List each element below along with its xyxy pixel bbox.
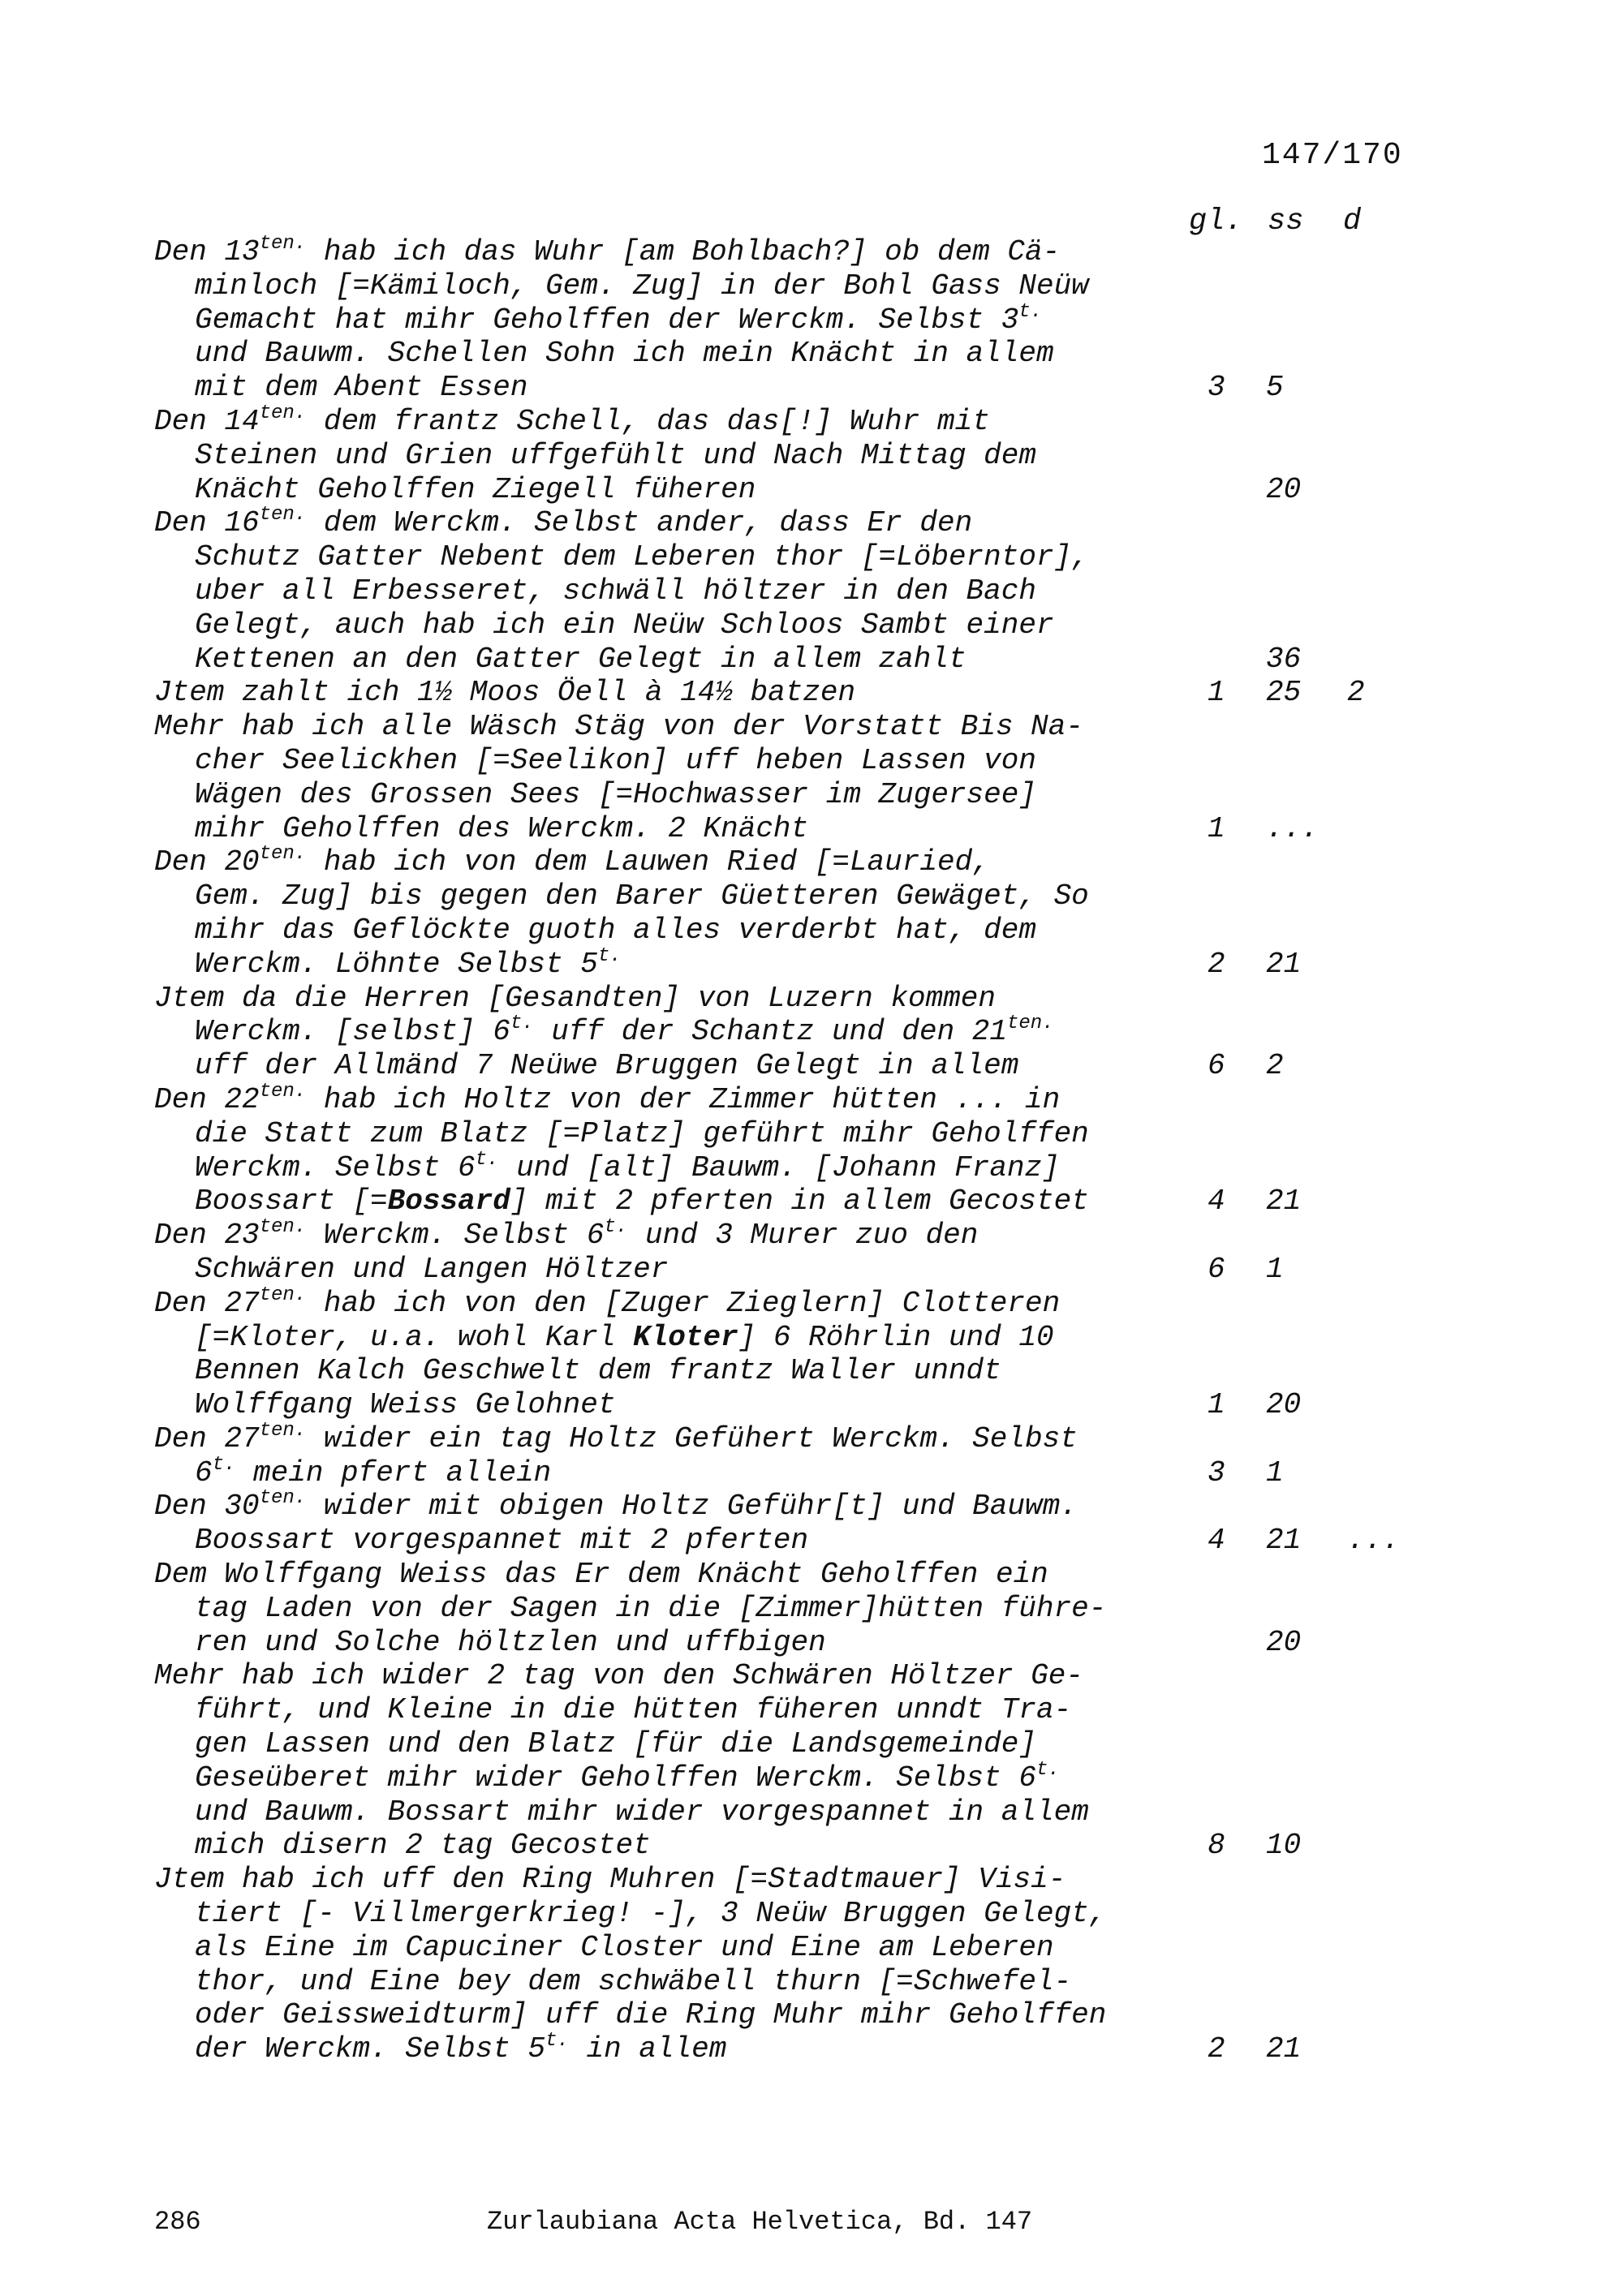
amount-ss: 21 [1266, 2032, 1302, 2066]
ledger-line-text: Den $27^{ten.}$ wider ein tag Holtz Gefühert Werckm. Selbst [154, 1419, 1078, 1455]
amount-ss: 21 [1266, 1524, 1302, 1558]
ledger-line [154, 1049, 1420, 1083]
ledger-line [154, 1863, 1420, 1897]
ledger-line [154, 1795, 1420, 1829]
ledger-line-text: uber all Erbesseret, schwäll höltzer in den Bach [195, 574, 1036, 608]
column-header-ss: ss [1268, 204, 1304, 239]
ledger-line-text: Wolffgang Weiss Gelohnet [195, 1388, 616, 1422]
ledger-line-text: Werckm. Löhnte Selbst $5^{t.}$ [195, 944, 622, 981]
amount-ss: 2 [1266, 1049, 1284, 1083]
ledger-line-text: Dem Wolffgang Weiss das Er dem Knächt Geholffen ein [154, 1558, 1048, 1592]
amount-ss: 20 [1266, 1625, 1302, 1659]
ledger-line [154, 1015, 1420, 1049]
column-header-gl: gl. [1189, 204, 1243, 239]
amount-gl: 3 [1208, 1455, 1225, 1490]
ledger-line-text: Werckm. [selbst] $6^{t.}$ uff der Schantz und den $21^{ten.}$ [195, 1013, 1054, 1049]
ledger-line [154, 944, 1420, 982]
ledger-line [154, 1253, 1420, 1287]
ledger-line-text: Mehr hab ich wider 2 tag von den Schwären Höltzer Ge- [154, 1659, 1083, 1693]
ledger-line-text: Gemacht hat mihr Geholffen der Werckm. Selbst $3^{t.}$ [195, 300, 1043, 337]
ledger-line [154, 1117, 1420, 1151]
ledger-line [154, 1321, 1420, 1355]
ledger-line [154, 982, 1420, 1016]
ledger-line [154, 473, 1420, 507]
ledger-line [154, 1931, 1420, 1965]
ledger-line-text: cher Seelickhen [=Seelikon] uff heben Lassen von [195, 743, 1036, 777]
amount-ss: 21 [1266, 947, 1302, 981]
footer-title: Zurlaubiana Acta Helvetica, Bd. 147 [487, 2207, 1033, 2237]
ledger-line-text: Jtem da die Herren [Gesandten] von Luzern kommen [154, 981, 996, 1015]
ledger-line [154, 1487, 1420, 1524]
ledger-line-text: thor, und Eine bey dem schwäbell thurn [=Schwefel- [195, 1964, 1072, 1998]
ledger-line [154, 1453, 1420, 1490]
ledger-line [154, 1659, 1420, 1693]
ledger-line-text: und Bauwm. Bossart mihr wider vorgespannet in allem [195, 1795, 1089, 1829]
ledger-line-text: gen Lassen und den Blatz [für die Landsgemeinde] [195, 1727, 1036, 1761]
ledger-line-text: Schwären und Langen Höltzer [195, 1252, 669, 1286]
amount-ss: 1 [1266, 1455, 1284, 1490]
ledger-line-text: tag Laden von der Sagen in die [Zimmer]hütten führe- [195, 1591, 1107, 1625]
amount-ss: 20 [1266, 1388, 1302, 1422]
ledger-line [154, 812, 1420, 846]
page-number: 147/170 [1262, 138, 1403, 173]
ledger-line-text: mit dem Abent Essen [195, 371, 528, 405]
ledger-line-text: Werckm. Selbst $6^{t.}$ und [alt] Bauwm. [Johann Franz] [195, 1148, 1060, 1185]
ledger-line-text: Gelegt, auch hab ich ein Neüw Schloos Sambt einer [195, 608, 1054, 642]
ledger-line [154, 1558, 1420, 1592]
ledger-line-text: Jtem hab ich uff den Ring Muhren [=Stadtmauer] Visi- [154, 1863, 1066, 1897]
ledger-line [154, 744, 1420, 778]
ledger-line [154, 1216, 1420, 1253]
ledger-line-text: mich disern 2 tag Gecostet [195, 1829, 651, 1863]
amount-ss: 5 [1266, 371, 1284, 405]
ledger-line [154, 1283, 1420, 1321]
amount-gl: 2 [1208, 2032, 1225, 2066]
column-header-d: d [1343, 204, 1362, 239]
ledger-line-text: Den $22^{ten.}$ hab ich Holtz von der Zimmer hütten ... in [154, 1080, 1061, 1116]
ledger-line-text: [=Kloter, u.a. wohl Karl Kloter] 6 Röhrlin und 10 [195, 1320, 1054, 1354]
ledger-line [154, 1148, 1420, 1185]
ledger-line-text: Den $20^{ten.}$ hab ich von dem Lauwen Ried [=Lauried, [154, 843, 990, 879]
ledger-entries [154, 235, 1420, 2066]
ledger-line [154, 300, 1420, 338]
ledger-line-text: Jtem zahlt ich 1½ Moos Öell à 14½ batzen [154, 676, 856, 710]
ledger-line [154, 1998, 1420, 2032]
ledger-line [154, 2032, 1420, 2066]
ledger-line-text: Knächt Geholffen Ziegell füheren [195, 472, 756, 506]
ledger-line [154, 540, 1420, 574]
amount-d: ... [1347, 1524, 1400, 1558]
amount-gl: 1 [1208, 1388, 1225, 1422]
ledger-line-text: Den $27^{ten.}$ hab ich von den [Zuger Zieglern] Clotteren [154, 1283, 1061, 1320]
amount-gl: 4 [1208, 1524, 1225, 1558]
ledger-line-text: Geseüberet mihr wider Geholffen Werckm. Selbst $6^{t.}$ [195, 1758, 1060, 1795]
ledger-line [154, 439, 1420, 473]
ledger-line-text: und Bauwm. Schellen Sohn ich mein Knächt in allem [195, 337, 1054, 371]
amount-ss: 20 [1266, 472, 1302, 506]
amount-gl: 2 [1208, 947, 1225, 981]
ledger-line [154, 608, 1420, 643]
ledger-line [154, 337, 1420, 371]
ledger-line-text: der Werckm. Selbst $5^{t.}$ in allem [195, 2030, 727, 2066]
amount-ss: 21 [1266, 1185, 1302, 1219]
ledger-line [154, 914, 1420, 948]
amount-d: 2 [1347, 676, 1365, 710]
amount-ss: 10 [1266, 1829, 1302, 1863]
amount-gl: 3 [1208, 371, 1225, 405]
ledger-line [154, 1897, 1420, 1931]
ledger-line-text: Gem. Zug] bis gegen den Barer Güetteren Gewäget, So [195, 879, 1089, 914]
ledger-line-text: $6^{t.}$ mein pfert allein [195, 1453, 552, 1490]
ledger-line [154, 1080, 1420, 1117]
ledger-line [154, 371, 1420, 405]
amount-ss: ... [1266, 811, 1319, 845]
ledger-line [154, 710, 1420, 744]
ledger-line [154, 879, 1420, 914]
ledger-line-text: Den $23^{ten.}$ Werckm. Selbst $6^{t.}$ und 3 Murer zuo den [154, 1216, 979, 1253]
ledger-line-text: ren und Solche höltzlen und uffbigen [195, 1625, 826, 1659]
ledger-line-text: Den $14^{ten.}$ dem frantz Schell, das das[!] Wuhr mit [154, 402, 990, 438]
ledger-line [154, 1524, 1420, 1558]
ledger-line [154, 235, 1420, 269]
ledger-line [154, 269, 1420, 303]
ledger-line-text: Schutz Gatter Nebent dem Leberen thor [=Löberntor], [195, 540, 1089, 574]
ledger-line [154, 574, 1420, 608]
ledger-line-text: Boossart [=Bossard] mit 2 pferten in allem Gecostet [195, 1185, 1089, 1219]
ledger-line-text: Den $16^{ten.}$ dem Werckm. Selbst ander, dass Er den [154, 504, 973, 540]
ledger-line [154, 402, 1420, 439]
ledger-line-text: führt, und Kleine in die hütten füheren unndt Tra- [195, 1693, 1072, 1727]
ledger-line-text: Den $30^{ten.}$ wider mit obigen Holtz Geführ[t] und Bauwm. [154, 1487, 1078, 1524]
amount-ss: 25 [1266, 676, 1302, 710]
ledger-line-text: Steinen und Grien uffgefühlt und Nach Mittag dem [195, 438, 1036, 472]
ledger-line [154, 643, 1420, 677]
ledger-line-text: mihr das Geflöckte guoth alles verderbt hat, dem [195, 913, 1036, 947]
amount-gl: 1 [1208, 676, 1225, 710]
ledger-line-text: Bennen Kalch Geschwelt dem frantz Waller unndt [195, 1354, 1001, 1388]
amount-gl: 6 [1208, 1252, 1225, 1286]
ledger-line [154, 1354, 1420, 1388]
amount-gl: 4 [1208, 1185, 1225, 1219]
ledger-line [154, 1388, 1420, 1422]
ledger-line [154, 1693, 1420, 1727]
ledger-line-text: Den $13^{ten.}$ hab ich das Wuhr [am Bohlbach?] ob dem Cä- [154, 233, 1061, 269]
ledger-line-text: Mehr hab ich alle Wäsch Stäg von der Vorstatt Bis Na- [154, 710, 1083, 744]
ledger-line-text: Wägen des Grossen Sees [=Hochwasser im Zugersee] [195, 777, 1036, 811]
ledger-line-text: die Statt zum Blatz [=Platz] geführt mihr Geholffen [195, 1116, 1089, 1150]
ledger-line [154, 1185, 1420, 1219]
amount-gl: 8 [1208, 1829, 1225, 1863]
ledger-line [154, 506, 1420, 540]
footer-page-number: 286 [154, 2207, 201, 2237]
amount-ss: 36 [1266, 642, 1302, 676]
ledger-line [154, 1758, 1420, 1795]
ledger-line-text: Kettenen an den Gatter Gelegt in allem zahlt [195, 642, 966, 676]
ledger-line-text: tiert [- Villmergerkrieg! -], 3 Neüw Bruggen Gelegt, [195, 1897, 1107, 1931]
ledger-line [154, 1965, 1420, 1999]
ledger-line [154, 1419, 1420, 1456]
ledger-line-text: Boossart vorgespannet mit 2 pferten [195, 1524, 809, 1558]
ledger-line [154, 676, 1420, 710]
ledger-line-text: als Eine im Capuciner Closter und Eine am Leberen [195, 1930, 1054, 1964]
ledger-line-text: minloch [=Kämiloch, Gem. Zug] in der Bohl Gass Neüw [195, 269, 1089, 303]
ledger-line-text: uff der Allmänd 7 Neüwe Bruggen Gelegt in allem [195, 1049, 1019, 1083]
amount-ss: 1 [1266, 1252, 1284, 1286]
amount-gl: 1 [1208, 811, 1225, 845]
amount-gl: 6 [1208, 1049, 1225, 1083]
ledger-line [154, 1592, 1420, 1626]
ledger-line [154, 1829, 1420, 1863]
ledger-line [154, 845, 1420, 879]
ledger-line-text: mihr Geholffen des Werckm. 2 Knächt [195, 811, 809, 845]
ledger-line [154, 1626, 1420, 1660]
ledger-line-text: oder Geissweidturm] uff die Ring Muhr mihr Geholffen [195, 1998, 1107, 2032]
ledger-line [154, 778, 1420, 812]
ledger-line [154, 1727, 1420, 1761]
